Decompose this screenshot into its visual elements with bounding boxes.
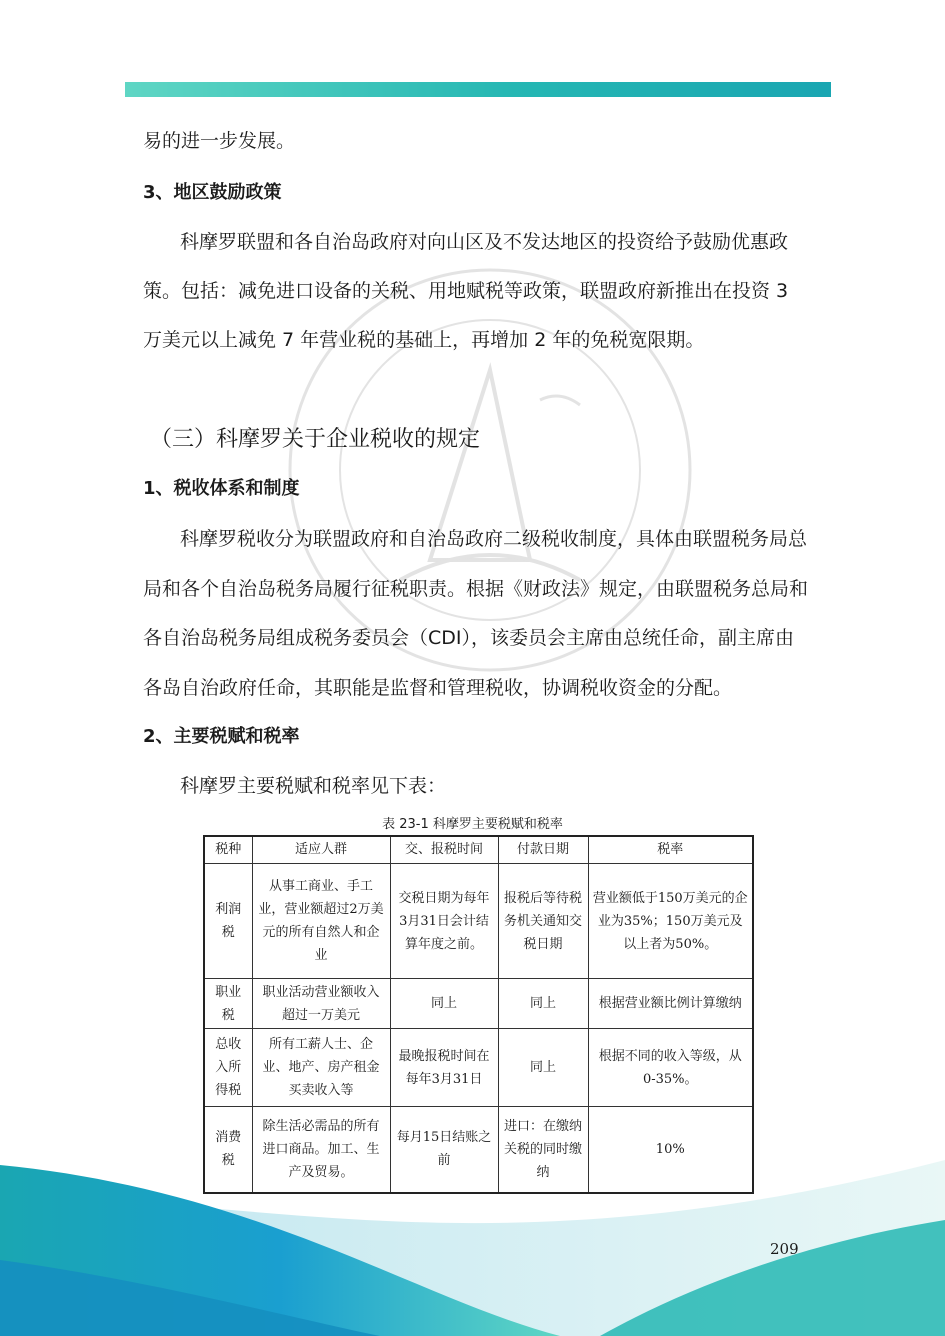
paragraph-line: 科摩罗主要税赋和税率见下表： [180, 775, 447, 797]
cell-pay-date: 同上 [498, 979, 588, 1029]
column-header: 适应人群 [252, 836, 390, 864]
heading-tax-system: 1、税收体系和制度 [143, 478, 300, 499]
table-row [204, 864, 753, 979]
footer-wave [0, 1130, 945, 1336]
paragraph-line: 科摩罗税收分为联盟政府和自治岛政府二级税收制度，具体由联盟税务局总 [180, 528, 808, 550]
paragraph-line: 科摩罗联盟和各自治岛政府对向山区及不发达地区的投资给予鼓励优惠政 [180, 231, 789, 253]
cell-people: 所有工薪人士、企业、地产、房产租金买卖收入等 [252, 1029, 390, 1107]
column-header: 交、报税时间 [390, 836, 498, 864]
paragraph-line: 策。包括：减免进口设备的关税、用地赋税等政策，联盟政府新推出在投资 3 [143, 280, 789, 302]
cell-tax-name: 总收入所得税 [204, 1029, 252, 1107]
cell-pay-date: 报税后等待税务机关通知交税日期 [498, 864, 588, 979]
paragraph-line: 局和各个自治岛税务局履行征税职责。根据《财政法》规定，由联盟税务总局和 [143, 578, 809, 600]
page-number: 209 [770, 1240, 799, 1258]
heading-regional-incentives: 3、地区鼓励政策 [143, 182, 282, 203]
heading-main-taxes: 2、主要税赋和税率 [143, 726, 300, 747]
cell-file-time: 每月15日结账之前 [390, 1107, 498, 1193]
cell-file-time: 同上 [390, 979, 498, 1029]
paragraph-line: 各自治岛税务局组成税务委员会（CDI），该委员会主席由总统任命，副主席由 [143, 627, 795, 649]
column-header: 税种 [204, 836, 252, 864]
cell-file-time: 交税日期为每年3月31日会计结算年度之前。 [390, 864, 498, 979]
table-row [204, 1029, 753, 1107]
column-header: 税率 [588, 836, 753, 864]
cell-pay-date: 进口：在缴纳关税的同时缴纳 [498, 1107, 588, 1193]
cell-rate: 根据不同的收入等级，从0-35%。 [588, 1029, 753, 1107]
table-caption: 表 23-1 科摩罗主要税赋和税率 [382, 817, 563, 832]
table-header-row [204, 836, 753, 864]
cell-rate: 根据营业额比例计算缴纳 [588, 979, 753, 1029]
section-title: （三）科摩罗关于企业税收的规定 [150, 427, 481, 452]
header-accent-bar [125, 82, 831, 97]
seal-icon [280, 230, 700, 750]
cell-tax-name: 职业税 [204, 979, 252, 1029]
cell-rate: 10% [588, 1107, 753, 1193]
cell-rate: 营业额低于150万美元的企业为35%；150万美元及以上者为50%。 [588, 864, 753, 979]
table-row [204, 979, 753, 1029]
paragraph-line: 各岛自治政府任命，其职能是监督和管理税收，协调税收资金的分配。 [143, 677, 733, 699]
cell-tax-name: 消费税 [204, 1107, 252, 1193]
cell-pay-date: 同上 [498, 1029, 588, 1107]
body-line-continuation: 易的进一步发展。 [143, 130, 296, 152]
cell-file-time: 最晚报税时间在每年3月31日 [390, 1029, 498, 1107]
cell-tax-name: 利润税 [204, 864, 252, 979]
paragraph-line: 万美元以上减免 7 年营业税的基础上，再增加 2 年的免税宽限期。 [143, 329, 705, 351]
cell-people: 从事工商业、手工业，营业额超过2万美元的所有自然人和企业 [252, 864, 390, 979]
cell-people: 除生活必需品的所有进口商品。加工、生产及贸易。 [252, 1107, 390, 1193]
cell-people: 职业活动营业额收入超过一万美元 [252, 979, 390, 1029]
column-header: 付款日期 [498, 836, 588, 864]
